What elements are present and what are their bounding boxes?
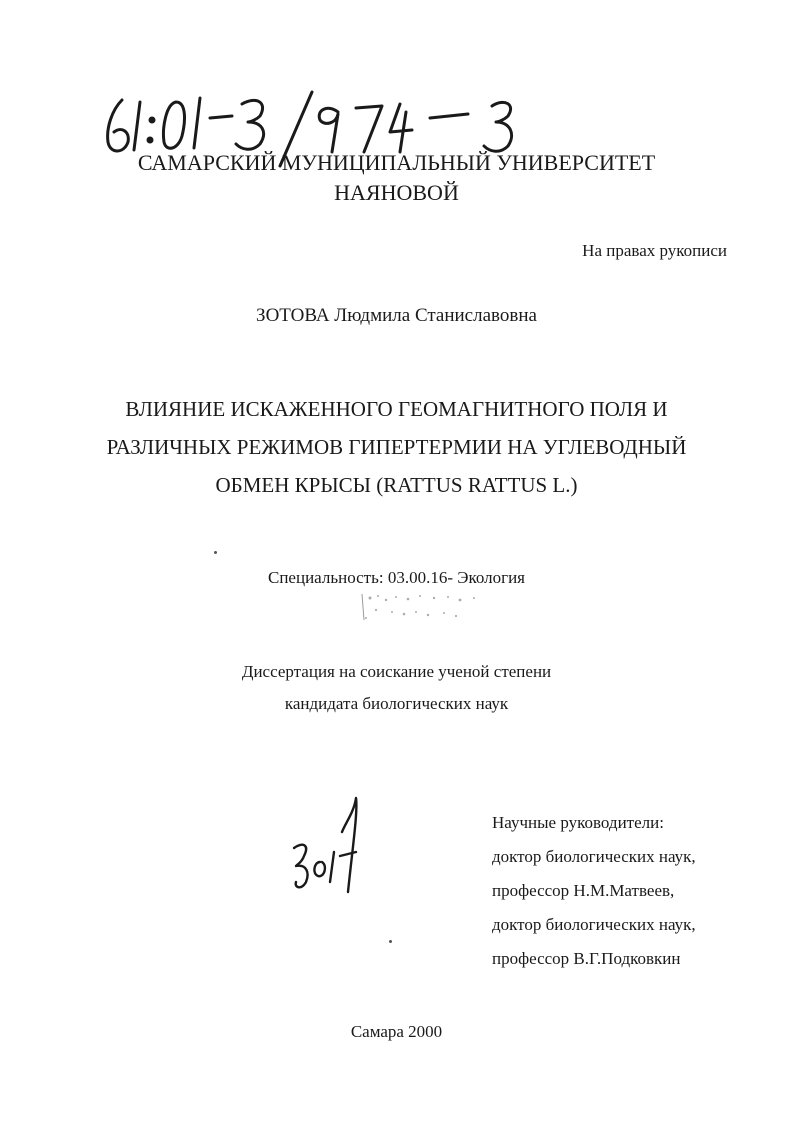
dissertation-title <box>0 390 793 504</box>
university-line-1: САМАРСКИЙ МУНИЦИПАЛЬНЫЙ УНИВЕРСИТЕТ <box>137 150 656 175</box>
degree-statement <box>0 656 793 720</box>
handwritten-signature <box>284 792 374 902</box>
title-line-1: ВЛИЯНИЕ ИСКАЖЕННОГО ГЕОМАГНИТНОГО ПОЛЯ И <box>125 397 668 421</box>
specialty: Специальность: 03.00.16- Экология <box>267 568 525 587</box>
supervisor-line: профессор В.Г.Подковкин <box>492 949 681 968</box>
scientific-supervisors <box>492 806 696 976</box>
manuscript-rights-note: На правах рукописи <box>582 241 727 260</box>
degree-line-2: кандидата биологических наук <box>284 694 509 713</box>
supervisors-heading: Научные руководители: <box>492 813 664 832</box>
author-name: ЗОТОВА Людмила Станиславовна <box>256 305 537 326</box>
supervisor-line: доктор биологических наук, <box>492 847 696 866</box>
university-name <box>0 148 793 208</box>
title-line-3: ОБМЕН КРЫСЫ (RATTUS RATTUS L.) <box>215 473 578 497</box>
university-line-2: НАЯНОВОЙ <box>334 180 459 205</box>
city-and-year: Самара 2000 <box>350 1022 443 1041</box>
scan-speck <box>389 940 392 943</box>
scan-speck <box>214 551 217 554</box>
supervisor-line: доктор биологических наук, <box>492 915 696 934</box>
title-line-2: РАЗЛИЧНЫХ РЕЖИМОВ ГИПЕРТЕРМИИ НА УГЛЕВОДНЫЙ <box>106 435 687 459</box>
degree-line-1: Диссертация на соискание ученой степени <box>241 662 552 681</box>
supervisor-line: профессор Н.М.Матвеев, <box>492 881 675 900</box>
faint-library-stamp <box>356 588 496 624</box>
